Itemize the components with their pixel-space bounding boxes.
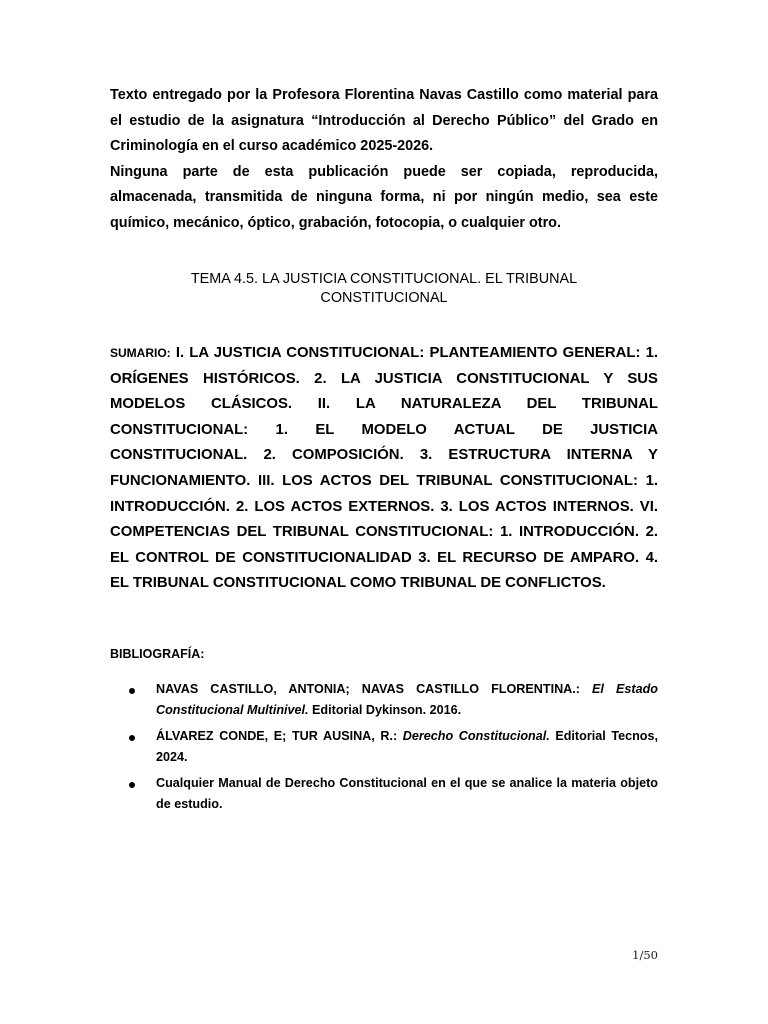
bibliografia-authors: NAVAS CASTILLO, ANTONIA; NAVAS CASTILLO FLORENTINA.: [156, 681, 593, 696]
bullet-icon [129, 782, 135, 788]
bullet-icon [129, 735, 135, 741]
sumario [110, 341, 658, 597]
sumario-text: I. LA JUSTICIA CONSTITUCIONAL: PLANTEAMIENTO GENERAL: 1. ORÍGENES HISTÓRICOS. 2. LA JUSTICIA CONSTITUCIONAL Y SUS MODELOS CLÁSICOS. II. LA NATURALEZA DEL TRIBUNAL CONSTITUCIONAL: 1. EL MODELO ACTUAL DE JUSTICIA CONSTITUCIONAL. 2. COMPOSICIÓN. 3. ESTRUCTURA INTERNA Y FUNCIONAMIENTO. III. LOS ACTOS DEL TRIBUNAL CONSTITUCIONAL: 1. INTRODUCCIÓN. 2. LOS ACTOS EXTERNOS. 3. LOS ACTOS INTERNOS. VI. COMPETENCIAS DEL TRIBUNAL CONSTITUCIONAL: 1. INTRODUCCIÓN. 2. EL CONTROL DE CONSTITUCIONALIDAD 3. EL RECURSO DE AMPARO. 4. EL TRIBUNAL CONSTITUCIONAL COMO TRIBUNAL DE CONFLICTOS. [110, 345, 658, 592]
bibliografia-item [110, 726, 658, 769]
intro-paragraph-2: Ninguna parte de esta publicación puede ser copiada, reproducida, almacenada, transmitida de ninguna forma, ni por ningún medio, sea este químico, mecánico, óptico, grabación, fotocopia, o cualquier otro. [110, 163, 658, 231]
bibliografia-item [110, 773, 658, 816]
bibliografia-work: Derecho Constitucional. [402, 728, 550, 743]
bibliografia-item [110, 679, 658, 722]
sumario-label: SUMARIO: [110, 346, 171, 360]
bibliografia-rest: Editorial Dykinson. 2016. [308, 703, 462, 718]
bibliografia-rest: Editorial Tecnos, 2024. [156, 728, 658, 765]
bibliografia-title: BIBLIOGRAFÍA: [110, 646, 205, 661]
bibliografia-authors: ÁLVAREZ CONDE, E; TUR AUSINA, R.: [156, 728, 403, 743]
page-number: 1/50 [632, 948, 658, 962]
document-page [110, 83, 658, 820]
bibliografia-authors: Cualquier Manual de Derecho Constitucional en el que se analice la materia objeto de estudio. [156, 775, 658, 812]
intro-paragraph-1: Texto entregado por la Profesora Florentina Navas Castillo como material para el estudio de la asignatura “Introducción al Derecho Público” del Grado en Criminología en el curso académico 2025-2026. [110, 87, 658, 154]
bullet-icon [129, 688, 135, 694]
bibliografia-list [110, 679, 658, 816]
tema-title: TEMA 4.5. LA JUSTICIA CONSTITUCIONAL. EL TRIBUNAL CONSTITUCIONAL [190, 271, 578, 306]
bibliografia-work: El Estado Constitucional Multinivel. [156, 681, 658, 718]
intro-notice [110, 83, 658, 236]
